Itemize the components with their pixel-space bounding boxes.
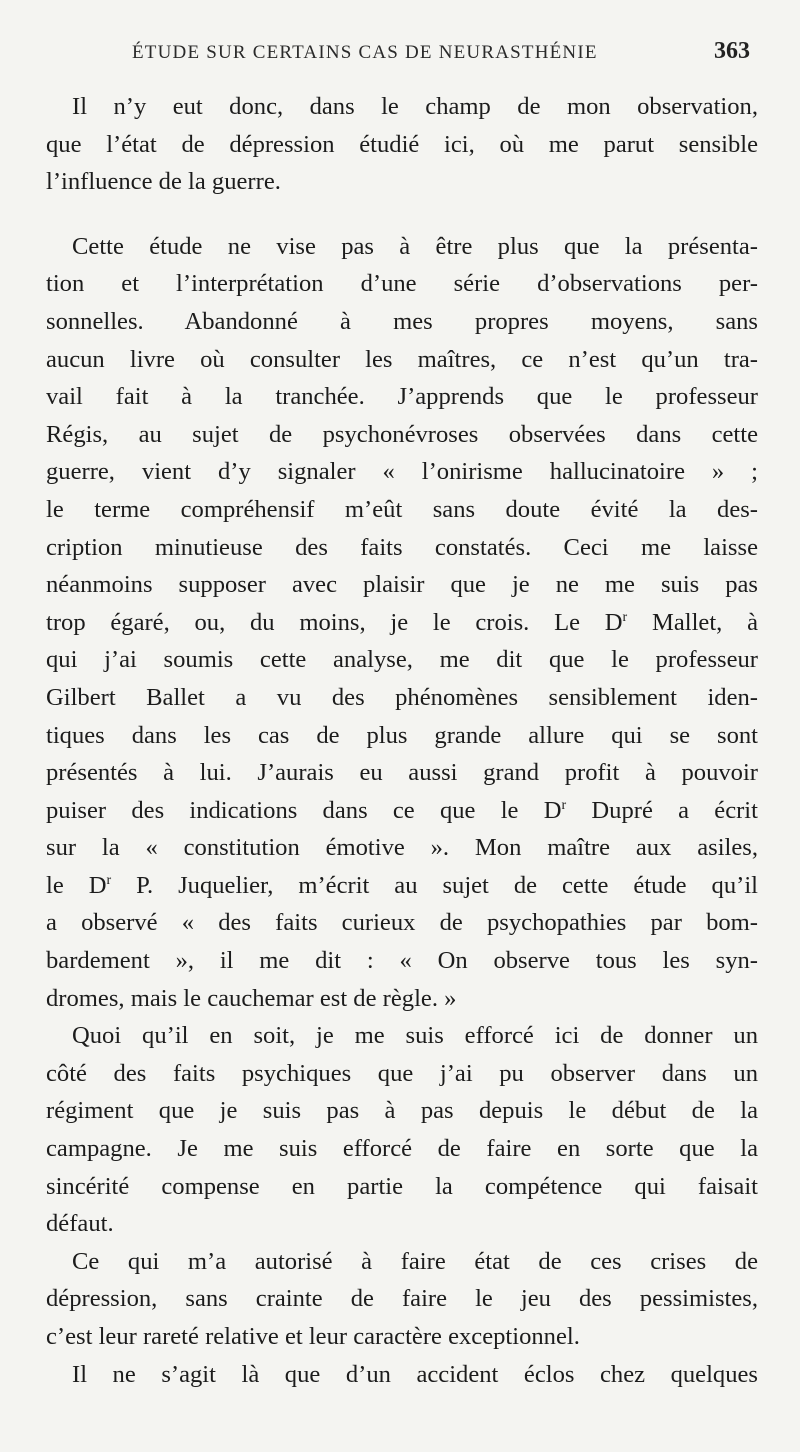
text-line: néanmoins supposer avec plaisir que je ne me suis pas	[46, 571, 758, 599]
text-line: régiment que je suis pas à pas depuis le début de la	[46, 1097, 758, 1125]
paragraph-5	[46, 1356, 758, 1394]
text-line: défaut.	[46, 1210, 114, 1238]
text-line: campagne. Je me suis efforcé de faire en sorte que la	[46, 1135, 758, 1163]
paragraph-4	[46, 1243, 758, 1356]
running-title: ÉTUDE SUR CERTAINS CAS DE NEURASTHÉNIE	[132, 42, 598, 63]
text-line: Gilbert Ballet a vu des phénomènes sensiblement iden-	[46, 683, 758, 711]
text-line: sonnelles. Abandonné à mes propres moyens, sans	[46, 307, 758, 335]
text-line: trop égaré, ou, du moins, je le crois. Le $D^r$ Mallet, à	[46, 608, 758, 636]
text-line: sincérité compense en partie la compétence qui faisait	[46, 1172, 758, 1200]
text-line: Ce qui m’a autorisé à faire état de ces crises de	[72, 1247, 758, 1275]
page-number: 363	[714, 38, 750, 64]
text-line: qui j’ai soumis cette analyse, me dit que le professeur	[46, 646, 758, 674]
text-line: Quoi qu’il en soit, je me suis efforcé ici de donner un	[72, 1022, 758, 1050]
text-line: sur la « constitution émotive ». Mon maître aux asiles,	[46, 834, 758, 862]
text-line: le terme compréhensif m’eût sans doute évité la des-	[46, 495, 758, 523]
text-line: tiques dans les cas de plus grande allure qui se sont	[46, 721, 758, 749]
text-line: Cette étude ne vise pas à être plus que la présenta-	[72, 232, 758, 260]
text-line: puiser des indications dans ce que le $D^r$ Dupré a écrit	[46, 796, 758, 824]
text-line: l’influence de la guerre.	[46, 168, 281, 196]
text-line: dépression, sans crainte de faire le jeu des pessimistes,	[46, 1285, 758, 1313]
paragraph-1	[46, 88, 758, 201]
text-line: bardement », il me dit : « On observe tous les syn-	[46, 947, 758, 975]
text-line: guerre, vient d’y signaler « l’onirisme hallucinatoire » ;	[46, 458, 758, 486]
text-line: le $D^r$ P. Juquelier, m’écrit au sujet de cette étude qu’il	[46, 871, 758, 899]
text-line: tion et l’interprétation d’une série d’observations per-	[46, 270, 758, 298]
text-line: dromes, mais le cauchemar est de règle. »	[46, 984, 457, 1012]
paragraph-3	[46, 1017, 758, 1243]
body-text	[46, 88, 758, 1393]
text-line: aucun livre où consulter les maîtres, ce n’est qu’un tra-	[46, 345, 758, 373]
text-line: présentés à lui. J’aurais eu aussi grand profit à pouvoir	[46, 759, 758, 787]
text-line: cription minutieuse des faits constatés. Ceci me laisse	[46, 533, 758, 561]
text-line: côté des faits psychiques que j’ai pu observer dans un	[46, 1059, 758, 1087]
paragraph-2	[46, 228, 758, 1017]
text-line: que l’état de dépression étudié ici, où me parut sensible	[46, 130, 758, 158]
text-line: Il ne s’agit là que d’un accident éclos chez quelques	[72, 1360, 758, 1388]
text-line: Régis, au sujet de psychonévroses observées dans cette	[46, 420, 758, 448]
text-line: vail fait à la tranchée. J’apprends que le professeur	[46, 383, 758, 411]
text-line: c’est leur rareté relative et leur caractère exceptionnel.	[46, 1323, 580, 1350]
text-line: a observé « des faits curieux de psychopathies par bom-	[46, 909, 758, 937]
text-line: Il n’y eut donc, dans le champ de mon observation,	[72, 93, 758, 120]
running-head	[46, 38, 758, 78]
